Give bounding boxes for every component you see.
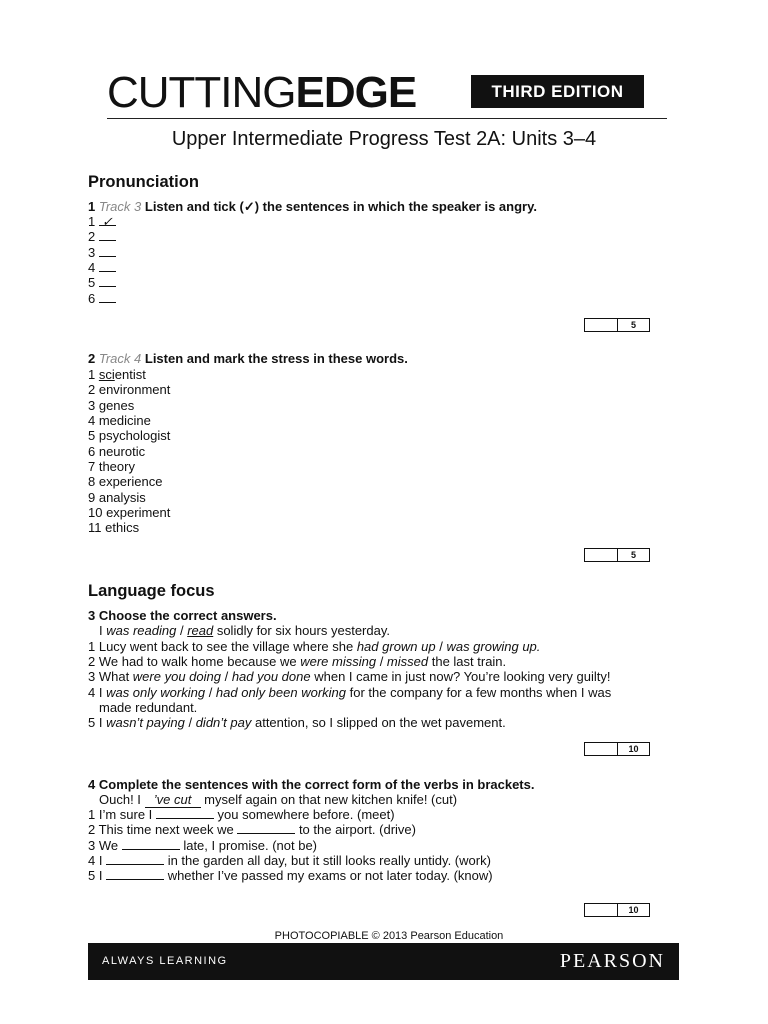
example-answer: ’ve cut	[145, 792, 201, 808]
answer-blank[interactable]	[106, 868, 164, 880]
logo-edge-text: EDGE	[295, 68, 417, 117]
separator: /	[376, 654, 387, 669]
choice-sentence	[88, 669, 611, 684]
footer-bar	[88, 943, 679, 980]
text: 1 Lucy went back to see the village where she	[88, 639, 357, 654]
item-number: 1	[88, 214, 96, 229]
question-number: 4	[88, 777, 96, 792]
option[interactable]: was only working	[106, 685, 206, 700]
answer-blank[interactable]	[99, 245, 116, 257]
track-label: Track 4	[98, 351, 142, 366]
choice-sentence	[88, 639, 540, 654]
question-number: 2	[88, 351, 96, 366]
answer-blank[interactable]	[99, 260, 116, 272]
score-total: 10	[628, 905, 639, 915]
gap-sentence	[88, 853, 491, 868]
section-heading-pronunciation: Pronunciation	[88, 173, 199, 191]
instruction-text: Listen and mark the stress in these words.	[144, 351, 408, 366]
instruction-text: Choose the correct answers.	[98, 608, 277, 623]
word-item: 8 experience	[88, 474, 163, 489]
text: myself again on that new kitchen knife! (cut)	[200, 792, 458, 807]
word-item: 3 genes	[88, 398, 135, 413]
option[interactable]: were missing	[300, 654, 377, 669]
answer-blank[interactable]	[99, 229, 116, 241]
choice-sentence-continuation: made redundant.	[99, 700, 198, 715]
text: 4 I	[88, 853, 107, 868]
option[interactable]: was reading	[106, 623, 177, 638]
edition-badge: THIRD EDITION	[471, 75, 644, 108]
answer-blank[interactable]	[122, 838, 180, 850]
text: I	[99, 623, 107, 638]
stressed-syllable: sci	[98, 367, 115, 382]
separator: /	[220, 669, 232, 684]
question-number: 1	[88, 199, 96, 214]
separator: /	[176, 623, 188, 638]
footer-tagline: ALWAYS LEARNING	[102, 955, 228, 967]
word-rest: entist	[114, 367, 146, 382]
score-box[interactable]	[584, 903, 650, 917]
example-sentence	[99, 792, 457, 808]
track-label: Track 3	[98, 199, 142, 214]
word-item: 9 analysis	[88, 490, 146, 505]
choice-sentence	[88, 654, 506, 669]
text: 3 We	[88, 838, 122, 853]
check-mark-icon: ✓	[99, 214, 116, 226]
text: 3 What	[88, 669, 133, 684]
header-divider	[107, 118, 667, 119]
score-entry[interactable]	[585, 549, 618, 561]
question-4-instruction	[88, 777, 534, 792]
score-box[interactable]	[584, 548, 650, 562]
answer-line[interactable]	[88, 291, 116, 306]
text: attention, so I slipped on the wet pavement.	[251, 715, 506, 730]
choice-sentence	[88, 685, 611, 700]
item-number: 1	[88, 367, 96, 382]
option[interactable]: missed	[386, 654, 429, 669]
item-number: 2	[88, 229, 96, 244]
text: late, I promise. (not be)	[179, 838, 317, 853]
item-number: 3	[88, 245, 96, 260]
question-3-instruction	[88, 608, 277, 623]
score-entry[interactable]	[585, 904, 618, 916]
pearson-logo: PEARSON	[559, 950, 665, 972]
text: 2 We had to walk home because we	[88, 654, 301, 669]
question-1-instruction	[88, 199, 537, 214]
gap-sentence	[88, 838, 317, 853]
answer-line[interactable]	[88, 214, 116, 229]
option[interactable]: didn’t pay	[195, 715, 252, 730]
option-selected[interactable]: read	[187, 623, 214, 638]
text: Ouch! I	[99, 792, 145, 807]
answer-line[interactable]	[88, 260, 116, 275]
answer-blank[interactable]	[99, 291, 116, 303]
word-item: 4 medicine	[88, 413, 151, 428]
score-box[interactable]	[584, 318, 650, 332]
score-box[interactable]	[584, 742, 650, 756]
page-title: Upper Intermediate Progress Test 2A: Units 3–4	[171, 128, 597, 150]
word-item: 2 environment	[88, 382, 171, 397]
separator: /	[184, 715, 196, 730]
gap-sentence	[88, 807, 395, 822]
answer-blank[interactable]	[237, 822, 295, 834]
option[interactable]: were you doing	[132, 669, 221, 684]
score-total: 10	[628, 744, 639, 754]
score-entry[interactable]	[585, 743, 618, 755]
text: 5 I	[88, 715, 107, 730]
logo-cutting-text: CUTTING	[107, 68, 296, 117]
question-2-instruction	[88, 351, 408, 366]
item-number: 5	[88, 275, 96, 290]
gap-sentence	[88, 822, 416, 837]
answer-line[interactable]	[88, 229, 116, 244]
instruction-text: Complete the sentences with the correct form of the verbs in brackets.	[98, 777, 535, 792]
text: you somewhere before. (meet)	[213, 807, 395, 822]
cutting-edge-logo	[107, 68, 416, 118]
separator: /	[205, 685, 216, 700]
choice-sentence	[88, 715, 506, 730]
answer-blank[interactable]	[156, 807, 214, 819]
word-item: 5 psychologist	[88, 428, 171, 443]
text: to the airport. (drive)	[295, 822, 416, 837]
option[interactable]: was growing up.	[446, 639, 541, 654]
text: the last train.	[428, 654, 507, 669]
instruction-text: Listen and tick (✓) the sentences in which the speaker is angry.	[144, 199, 537, 214]
option[interactable]: wasn’t paying	[106, 715, 185, 730]
text: when I came in just now? You’re looking very guilty!	[310, 669, 611, 684]
option[interactable]: had you done	[231, 669, 311, 684]
score-total: 5	[630, 320, 636, 330]
text: 1 I’m sure I	[88, 807, 156, 822]
question-number: 3	[88, 608, 96, 623]
answer-line[interactable]	[88, 275, 116, 290]
word-item: 6 neurotic	[88, 444, 146, 459]
word-item: 10 experiment	[88, 505, 171, 520]
section-heading-language-focus: Language focus	[88, 582, 215, 600]
example-sentence	[99, 623, 390, 638]
item-number: 4	[88, 260, 96, 275]
word-item: 11 ethics	[88, 520, 140, 535]
text: solidly for six hours yesterday.	[213, 623, 390, 638]
score-entry[interactable]	[585, 319, 618, 331]
item-number: 6	[88, 291, 96, 306]
option[interactable]: had grown up	[356, 639, 436, 654]
word-item: 7 theory	[88, 459, 135, 474]
answer-line[interactable]	[88, 245, 116, 260]
word-item	[88, 367, 146, 382]
copyright-notice: PHOTOCOPIABLE © 2013 Pearson Education	[274, 930, 504, 942]
text: for the company for a few months when I was	[346, 685, 612, 700]
text: 4 I	[88, 685, 107, 700]
answer-blank[interactable]	[106, 853, 164, 865]
separator: /	[435, 639, 447, 654]
text: in the garden all day, but it still looks really untidy. (work)	[164, 853, 491, 868]
text: whether I’ve passed my exams or not later today. (know)	[164, 868, 493, 883]
option[interactable]: had only been working	[215, 685, 347, 700]
answer-blank[interactable]	[99, 275, 116, 287]
score-total: 5	[630, 550, 636, 560]
gap-sentence	[88, 868, 493, 883]
text: 5 I	[88, 868, 107, 883]
text: 2 This time next week we	[88, 822, 238, 837]
